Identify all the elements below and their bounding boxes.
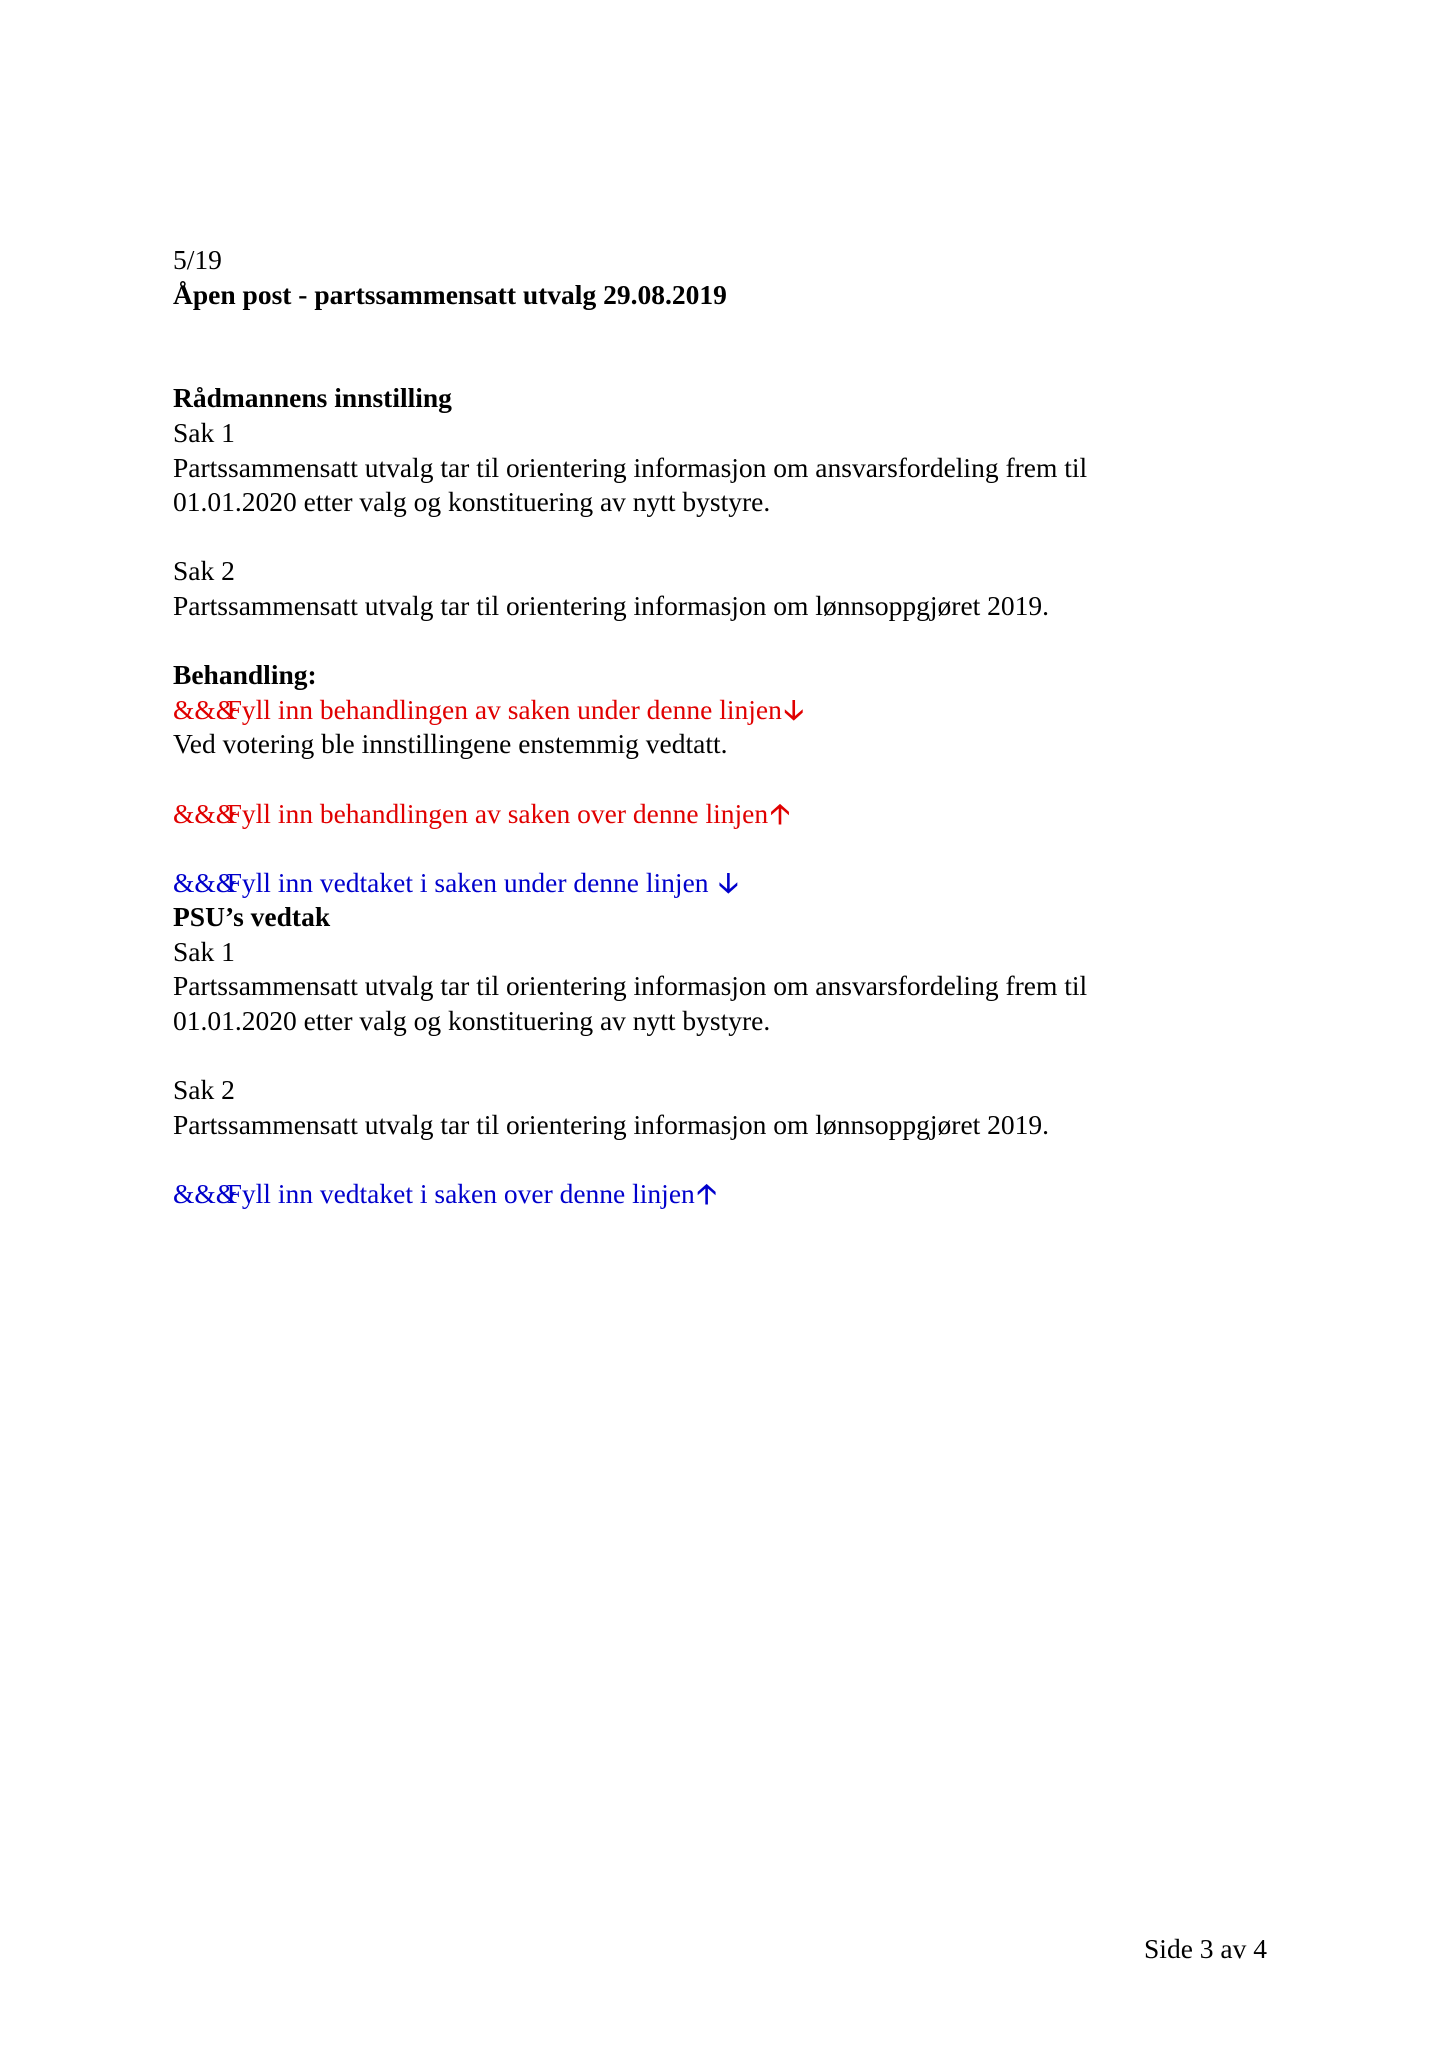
spacer bbox=[173, 831, 1273, 866]
spacer bbox=[173, 1142, 1273, 1177]
decision-end-instruction-text: Fyll inn vedtaket i saken over denne linjen bbox=[226, 1178, 695, 1210]
treatment-end-instruction-text: Fyll inn behandlingen av saken over denne linjen bbox=[226, 797, 769, 829]
treatment-heading: Behandling: bbox=[173, 659, 317, 691]
arrow-down-icon: 🡣 bbox=[718, 866, 739, 898]
case-number: 5/19 bbox=[173, 244, 222, 275]
recommendation-sak1-label: Sak 1 bbox=[173, 416, 235, 448]
decision-start-instruction bbox=[173, 866, 1273, 901]
recommendation-sak1-line2: 01.01.2020 etter valg og konstituering av nytt bystyre. bbox=[173, 486, 771, 518]
recommendation-sak1-line1: Partssammensatt utvalg tar til orientering informasjon om ansvarsfordeling frem til bbox=[173, 451, 1088, 483]
decision-sak1-line1: Partssammensatt utvalg tar til orientering informasjon om ansvarsfordeling frem til bbox=[173, 970, 1088, 1002]
recommendation-sak2-label: Sak 2 bbox=[173, 555, 235, 587]
decision-end-instruction bbox=[173, 1177, 1273, 1212]
treatment-start-instruction bbox=[173, 693, 1273, 728]
document-title: Åpen post - partssammensatt utvalg 29.08.2019 bbox=[173, 278, 727, 310]
spacer bbox=[173, 520, 1273, 555]
decision-heading: PSU’s vedtak bbox=[173, 901, 331, 933]
decision-sak1-line2: 01.01.2020 etter valg og konstituering av nytt bystyre. bbox=[173, 1005, 771, 1037]
treatment-text: Ved votering ble innstillingene enstemmig vedtatt. bbox=[173, 728, 728, 760]
decision-start-marker: &&& bbox=[173, 866, 238, 898]
page-number: Side 3 av 4 bbox=[1144, 1933, 1267, 1964]
treatment-start-marker: &&& bbox=[173, 693, 238, 725]
treatment-end-marker: &&& bbox=[173, 797, 238, 829]
decision-sak1-label: Sak 1 bbox=[173, 935, 235, 967]
arrow-up-icon: 🡡 bbox=[696, 1178, 717, 1210]
document-page bbox=[173, 243, 1273, 1212]
treatment-end-instruction bbox=[173, 797, 1273, 832]
decision-sak2-text: Partssammensatt utvalg tar til orientering informasjon om lønnsoppgjøret 2019. bbox=[173, 1108, 1050, 1140]
treatment-start-instruction-text: Fyll inn behandlingen av saken under denne linjen bbox=[226, 693, 782, 725]
spacer bbox=[173, 1039, 1273, 1074]
recommendation-sak2-text: Partssammensatt utvalg tar til orientering informasjon om lønnsoppgjøret 2019. bbox=[173, 589, 1050, 621]
arrow-down-icon: 🡣 bbox=[783, 693, 804, 725]
recommendation-heading: Rådmannens innstilling bbox=[173, 382, 452, 414]
decision-sak2-label: Sak 2 bbox=[173, 1074, 235, 1106]
spacer bbox=[173, 312, 1273, 381]
spacer bbox=[173, 624, 1273, 659]
spacer bbox=[173, 762, 1273, 797]
decision-end-marker: &&& bbox=[173, 1178, 238, 1210]
arrow-up-icon: 🡡 bbox=[770, 797, 790, 829]
decision-start-instruction-text: Fyll inn vedtaket i saken under denne linjen bbox=[226, 866, 709, 898]
